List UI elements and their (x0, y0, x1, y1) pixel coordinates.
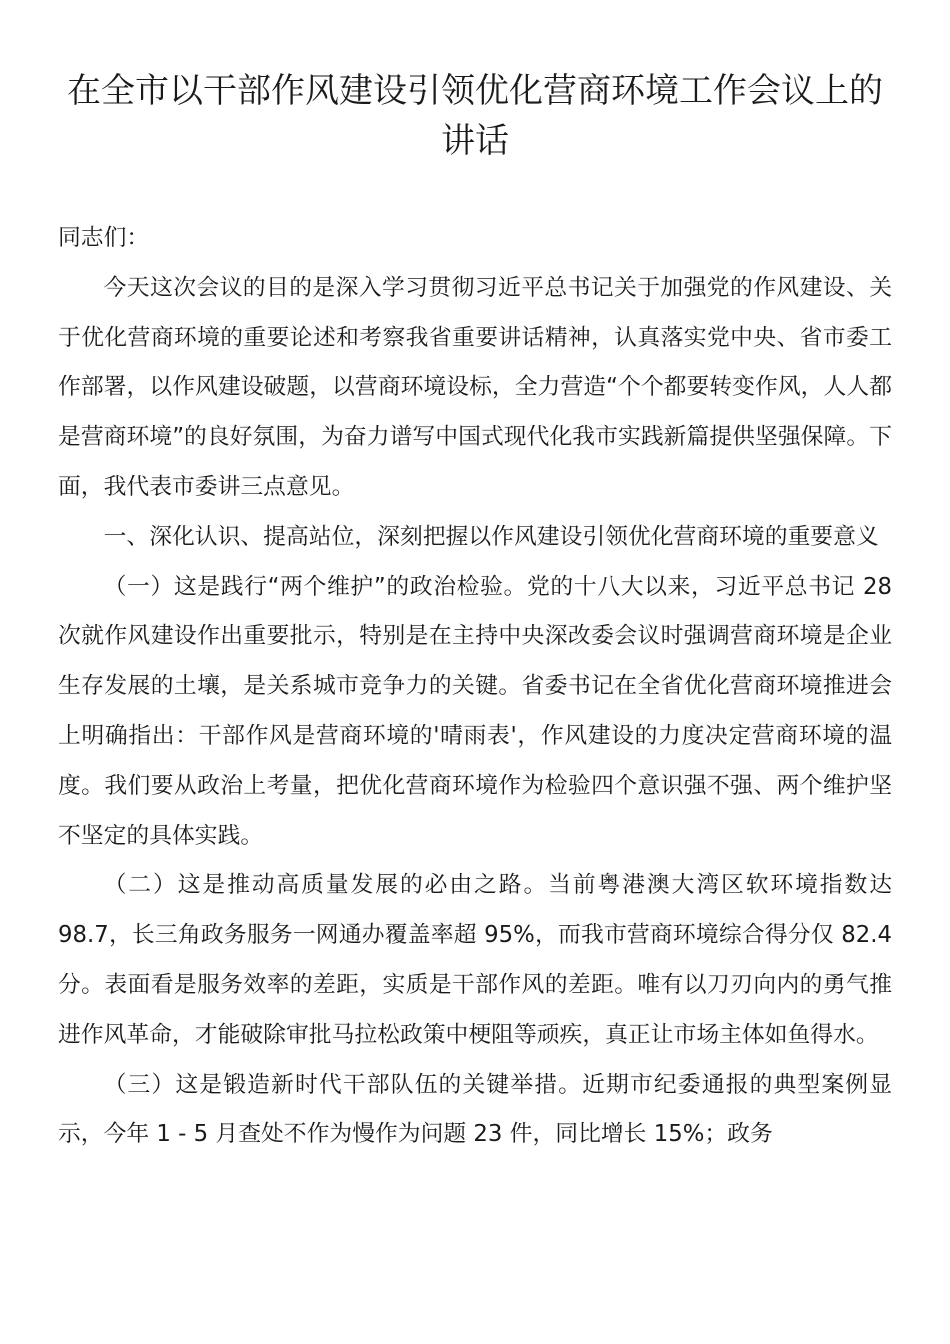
salutation: 同志们： (58, 225, 150, 251)
paragraph-point-2: （二）这是推动高质量发展的必由之路。当前粤港澳大湾区软环境指数达 98.7，长三角政务服务一网通办覆盖率超 95%，而我市营商环境综合得分仅 82.4 分。表面看是服务效率的差距，实质是干部作风的差距。唯有以刀刃向内的勇气推进作风革命，才能破除审批马拉松政策中梗阻等顽疾，真正让市场主体如鱼得水。 (58, 872, 892, 1048)
page-title: 在全市以干部作风建设引领优化营商环境工作会议上的讲话 (67, 71, 883, 161)
section-heading-1: 一、深化认识、提高站位，深刻把握以作风建设引领优化营商环境的重要意义 (103, 523, 879, 550)
paragraph-intro: 今天这次会议的目的是深入学习贯彻习近平总书记关于加强党的作风建设、关于优化营商环境的重要论述和考察我省重要讲话精神，认真落实党中央、省市委工作部署，以作风建设破题，以营商环境设标，全力营造“个个都要转变作风，人人都是营商环境”的良好氛围，为奋力谱写中国式现代化我市实践新篇提供坚强保障。下面，我代表市委讲三点意见。 (58, 274, 892, 500)
paragraph-point-1: （一）这是践行“两个维护”的政治检验。党的十八大以来，习近平总书记 28 次就作风建设作出重要批示，特别是在主持中央深改委会议时强调营商环境是企业生存发展的土壤，是关系城市竞争力的关键。省委书记在全省优化营商环境推进会上明确指出：干部作风是营商环境的'晴雨表'，作风建设的力度决定营商环境的温度。我们要从政治上考量，把优化营商环境作为检验四个意识强不强、两个维护坚不坚定的具体实践。 (58, 573, 892, 849)
paragraph-point-3: （三）这是锻造新时代干部队伍的关键举措。近期市纪委通报的典型案例显示，今年 1 - 5 月查处不作为慢作为问题 23 件，同比增长 15%；政务 (58, 1071, 892, 1148)
document-body (58, 214, 892, 1160)
